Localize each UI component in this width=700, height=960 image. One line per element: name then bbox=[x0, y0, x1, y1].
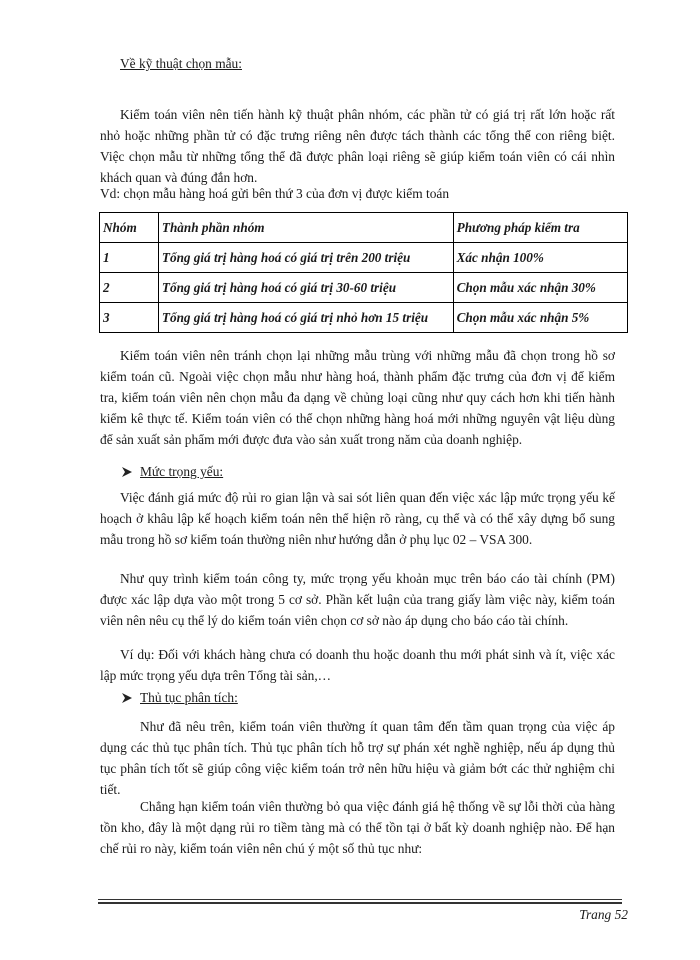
page-number: Trang 52 bbox=[579, 907, 628, 922]
table-cell: Chọn mẫu xác nhận 5% bbox=[453, 303, 627, 333]
paragraph-materiality-2: Như quy trình kiểm toán công ty, mức trọng yếu khoản mục trên báo cáo tài chính (PM) được xác lập dựa vào một trong 5 cơ sở. Phần kết luận của trang giấy làm việc này, kiểm toán viên nên nêu cụ thể lý do kiểm toán viên chọn cơ sở nào áp dụng cho báo cáo tài chính. bbox=[100, 571, 615, 628]
table-cell: 2 bbox=[100, 273, 159, 303]
paragraph-materiality-1: Việc đánh giá mức độ rủi ro gian lận và sai sót liên quan đến việc xác lập mức trọng yếu kế hoạch ở khâu lập kế hoạch kiểm toán nên thể hiện rõ ràng, cụ thể và có thể xây dựng bổ sung mẫu trong hồ sơ kiểm toán thường niên như hướng dẫn ở phụ lục 02 – VSA 300. bbox=[100, 490, 615, 547]
table-cell: Tổng giá trị hàng hoá có giá trị trên 200 triệu bbox=[158, 243, 453, 273]
table-cell: 1 bbox=[100, 243, 159, 273]
table-cell: Chọn mẫu xác nhận 30% bbox=[453, 273, 627, 303]
table-header-cell: Nhóm bbox=[100, 213, 159, 243]
table-header-cell: Thành phần nhóm bbox=[158, 213, 453, 243]
paragraph-sampling-example: Vd: chọn mẫu hàng hoá gửi bên thứ 3 của đơn vị được kiểm toán bbox=[100, 186, 450, 201]
heading-sampling-technique: Về kỹ thuật chọn mẫu: bbox=[120, 56, 242, 71]
paragraph-analytical-2: Chẳng hạn kiểm toán viên thường bỏ qua việc đánh giá hệ thống về sự lỗi thời của hàng tồn kho, đây là một dạng rủi ro tiềm tàng mà có thể tồn tại ở bất kỳ doanh nghiệp nào. Để hạn chế rủi ro này, kiểm toán viên nên chú ý một số thủ tục như: bbox=[100, 799, 615, 856]
arrow-bullet-icon bbox=[121, 466, 133, 478]
paragraph-materiality-example: Ví dụ: Đối với khách hàng chưa có doanh thu hoặc doanh thu mới phát sinh và ít, việc xác lập mức trọng yếu dựa trên Tổng tài sản,… bbox=[100, 647, 615, 683]
table-cell: Xác nhận 100% bbox=[453, 243, 627, 273]
footer-rule-thin bbox=[98, 899, 622, 900]
arrow-bullet-icon bbox=[121, 692, 133, 704]
footer-rule-thick bbox=[98, 902, 622, 904]
paragraph-analytical-1: Như đã nêu trên, kiểm toán viên thường ít quan tâm đến tầm quan trọng của việc áp dụng các thủ tục phân tích. Thủ tục phân tích hỗ trợ sự phán xét nghề nghiệp, nếu áp dụng thủ tục phân tích tốt sẽ giúp công việc kiểm toán trở nên hữu hiệu và giảm bớt các thử nghiệm chi tiết. bbox=[100, 719, 615, 797]
table-row bbox=[100, 303, 628, 333]
sampling-table bbox=[99, 212, 628, 333]
paragraph-sample-selection: Kiểm toán viên nên tránh chọn lại những mẫu trùng với những mẫu đã chọn trong hồ sơ kiểm toán cũ. Ngoài việc chọn mẫu như hàng hoá, thành phẩm đặc trưng của đơn vị để kiểm tra, kiểm toán viên nên chọn mẫu đa dạng về chủng loại cũng như quy cách hơn khi tiến hành kiểm kê thực tế. Kiểm toán viên có thể chọn những hàng hoá mới những nguyên vật liệu dùng để sản xuất sản phẩm mới được đưa vào sản xuất trong năm của doanh nghiệp. bbox=[100, 348, 615, 447]
table-header-cell: Phương pháp kiểm tra bbox=[453, 213, 627, 243]
table-cell: Tổng giá trị hàng hoá có giá trị 30-60 triệu bbox=[158, 273, 453, 303]
heading-analytical-procedures: Thủ tục phân tích: bbox=[140, 690, 238, 705]
table-cell: Tổng giá trị hàng hoá có giá trị nhỏ hơn 15 triệu bbox=[158, 303, 453, 333]
table-row bbox=[100, 243, 628, 273]
heading-materiality: Mức trọng yếu: bbox=[140, 464, 224, 479]
table-row bbox=[100, 273, 628, 303]
table-cell: 3 bbox=[100, 303, 159, 333]
paragraph-sampling-technique: Kiểm toán viên nên tiến hành kỹ thuật phân nhóm, các phần tử có giá trị rất lớn hoặc rất nhỏ hoặc những phần tử có đặc trưng riêng nên được tách thành các tổng thể con riêng biệt. Việc chọn mẫu từ những tổng thể đã được phân loại riêng sẽ giúp kiểm toán viên có cái nhìn khách quan và đúng đắn hơn. bbox=[100, 107, 615, 185]
table-header-row bbox=[100, 213, 628, 243]
